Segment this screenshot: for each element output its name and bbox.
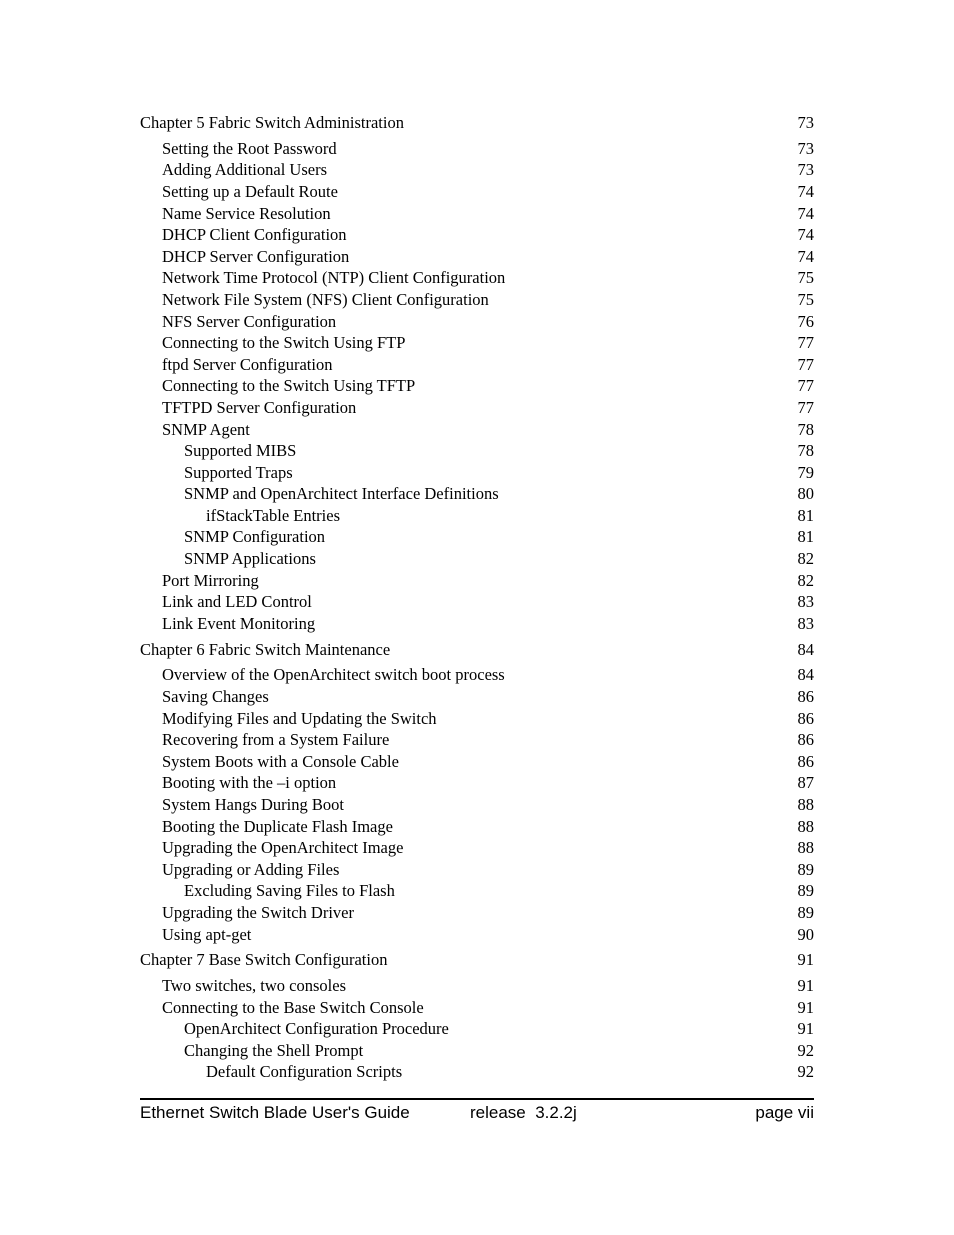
toc-entry-title: DHCP Client Configuration: [162, 225, 347, 245]
toc-entry[interactable]: [140, 203, 814, 225]
toc-page-number: 91: [797, 976, 814, 996]
toc-entry-title: Changing the Shell Prompt: [184, 1040, 364, 1060]
toc-entry[interactable]: [140, 181, 814, 203]
toc-page-number: 77: [797, 333, 814, 353]
toc-entry-title: SNMP Agent: [162, 419, 250, 439]
toc-entry[interactable]: [140, 751, 814, 773]
toc-entry-title: OpenArchitect Configuration Procedure: [184, 1019, 449, 1039]
toc-page-number: 81: [797, 505, 814, 525]
toc-page-number: 86: [797, 730, 814, 750]
toc-entry[interactable]: [140, 375, 814, 397]
toc-page-number: 87: [797, 773, 814, 793]
toc-entry-title: Chapter 5 Fabric Switch Administration: [140, 113, 404, 132]
toc-entry[interactable]: [140, 159, 814, 181]
toc-chapter-entry[interactable]: [140, 112, 814, 134]
toc-page-number: 92: [797, 1062, 814, 1082]
toc-page-number: 82: [797, 570, 814, 590]
toc-entry[interactable]: [140, 246, 814, 268]
toc-page-number: 75: [797, 268, 814, 288]
toc-page-number: 74: [797, 225, 814, 245]
toc-entry-title: Network File System (NFS) Client Configuration: [162, 289, 489, 309]
toc-chapter-entry[interactable]: [140, 639, 814, 661]
toc-entry-title: Name Service Resolution: [162, 203, 331, 223]
toc-entry-title: TFTPD Server Configuration: [162, 397, 357, 417]
toc-entry-title: ftpd Server Configuration: [162, 354, 333, 374]
toc-entry-title: Setting up a Default Route: [162, 181, 338, 201]
toc-page-number: 86: [797, 751, 814, 771]
toc-entry[interactable]: [140, 837, 814, 859]
toc-entry[interactable]: [140, 224, 814, 246]
toc-entry[interactable]: [140, 664, 814, 686]
toc-entry[interactable]: [140, 354, 814, 376]
toc-page-number: 83: [797, 592, 814, 612]
toc-entry-title: Connecting to the Base Switch Console: [162, 997, 424, 1017]
toc-page-number: 74: [797, 181, 814, 201]
toc-page-number: 78: [797, 441, 814, 461]
toc-entry-title: Upgrading or Adding Files: [162, 859, 340, 879]
toc-page-number: 76: [797, 311, 814, 331]
page-footer: [140, 1102, 814, 1124]
toc-entry-title: Default Configuration Scripts: [206, 1062, 403, 1082]
toc-page-number: 77: [797, 376, 814, 396]
toc-entry[interactable]: [140, 975, 814, 997]
toc-page-number: 82: [797, 549, 814, 569]
toc-entry[interactable]: [140, 138, 814, 160]
toc-entry-title: Recovering from a System Failure: [162, 730, 390, 750]
toc-entry[interactable]: [140, 505, 814, 527]
toc-entry-title: Saving Changes: [162, 687, 269, 706]
toc-entry[interactable]: [140, 772, 814, 794]
toc-page-number: 77: [797, 397, 814, 417]
toc-entry[interactable]: [140, 1018, 814, 1040]
toc-entry-title: Adding Additional Users: [162, 160, 327, 180]
toc-entry[interactable]: [140, 591, 814, 613]
toc-page-number: 92: [797, 1040, 814, 1060]
footer-release: release 3.2.2j: [470, 1103, 577, 1122]
toc-entry-title: NFS Server Configuration: [162, 311, 337, 331]
toc-entry[interactable]: [140, 902, 814, 924]
toc-entry[interactable]: [140, 859, 814, 881]
toc-entry[interactable]: [140, 1040, 814, 1062]
footer-page-number: page vii: [755, 1103, 814, 1122]
toc-entry-title: Two switches, two consoles: [162, 976, 346, 996]
toc-page-number: 74: [797, 246, 814, 266]
toc-page-number: 78: [797, 419, 814, 439]
toc-entry-title: Supported MIBS: [184, 441, 297, 461]
toc-entry[interactable]: [140, 729, 814, 751]
table-of-contents: [140, 112, 814, 1083]
toc-entry-title: Using apt-get: [162, 924, 252, 944]
toc-entry[interactable]: [140, 462, 814, 484]
toc-entry[interactable]: [140, 332, 814, 354]
toc-entry[interactable]: [140, 686, 814, 708]
toc-entry-title: Link and LED Control: [162, 592, 312, 612]
toc-entry[interactable]: [140, 613, 814, 635]
toc-entry-title: Upgrading the Switch Driver: [162, 902, 354, 922]
toc-entry-title: Connecting to the Switch Using TFTP: [162, 376, 416, 396]
toc-entry-title: Chapter 6 Fabric Switch Maintenance: [140, 639, 391, 659]
toc-page-number: 86: [797, 708, 814, 728]
toc-page-number: 91: [797, 1019, 814, 1039]
toc-entry-title: Modifying Files and Updating the Switch: [162, 708, 437, 728]
toc-entry-title: System Hangs During Boot: [162, 794, 344, 814]
toc-page-number: 91: [797, 950, 814, 970]
toc-entry[interactable]: [140, 526, 814, 548]
toc-entry[interactable]: [140, 311, 814, 333]
toc-page-number: 84: [797, 639, 814, 659]
toc-page-number: 74: [797, 203, 814, 223]
toc-page-number: 73: [797, 138, 814, 158]
toc-entry[interactable]: [140, 289, 814, 311]
toc-entry-title: SNMP Applications: [184, 549, 316, 569]
toc-page-number: 89: [797, 902, 814, 922]
footer-guide-title: Ethernet Switch Blade User's Guide: [140, 1103, 410, 1122]
toc-entry-title: Chapter 7 Base Switch Configuration: [140, 950, 388, 970]
toc-entry[interactable]: [140, 708, 814, 730]
toc-entry-title: Booting the Duplicate Flash Image: [162, 816, 393, 836]
toc-entry[interactable]: [140, 1061, 814, 1083]
toc-page-number: 88: [797, 794, 814, 814]
toc-page-number: 79: [797, 462, 814, 482]
toc-entry-title: Overview of the OpenArchitect switch boot process: [162, 665, 505, 685]
toc-entry-title: Supported Traps: [184, 462, 293, 482]
toc-entry-title: ifStackTable Entries: [206, 505, 341, 525]
toc-page-number: 89: [797, 859, 814, 879]
toc-entry-title: Connecting to the Switch Using FTP: [162, 333, 406, 353]
toc-entry-title: Setting the Root Password: [162, 138, 337, 158]
toc-page-number: 88: [797, 816, 814, 836]
toc-entry[interactable]: [140, 440, 814, 462]
toc-entry[interactable]: [140, 924, 814, 946]
toc-entry-title: SNMP Configuration: [184, 527, 326, 547]
toc-entry[interactable]: [140, 794, 814, 816]
toc-chapter-entry[interactable]: [140, 949, 814, 971]
toc-page-number: 80: [797, 484, 814, 504]
toc-entry[interactable]: [140, 483, 814, 505]
toc-entry-title: System Boots with a Console Cable: [162, 751, 399, 771]
toc-entry-title: DHCP Server Configuration: [162, 246, 350, 266]
toc-page-number: 90: [797, 924, 814, 944]
toc-entry[interactable]: [140, 997, 814, 1019]
toc-entry-title: Port Mirroring: [162, 570, 259, 590]
toc-page-number: 73: [797, 113, 814, 132]
toc-entry[interactable]: [140, 816, 814, 838]
toc-entry[interactable]: [140, 267, 814, 289]
toc-page-number: 73: [797, 160, 814, 180]
toc-page-number: 83: [797, 613, 814, 633]
toc-entry-title: SNMP and OpenArchitect Interface Definitions: [184, 484, 499, 504]
toc-page-number: 89: [797, 881, 814, 901]
toc-page-number: 88: [797, 838, 814, 858]
toc-entry-title: Excluding Saving Files to Flash: [184, 881, 395, 901]
toc-entry[interactable]: [140, 397, 814, 419]
toc-page-number: 81: [797, 527, 814, 547]
toc-entry[interactable]: [140, 880, 814, 902]
toc-entry[interactable]: [140, 570, 814, 592]
toc-entry-title: Upgrading the OpenArchitect Image: [162, 838, 404, 858]
toc-page-number: 77: [797, 354, 814, 374]
toc-page-number: 91: [797, 997, 814, 1017]
footer-divider: [140, 1098, 814, 1100]
toc-entry-title: Booting with the –i option: [162, 773, 337, 793]
toc-page-number: 84: [797, 665, 814, 685]
toc-entry-title: Network Time Protocol (NTP) Client Configuration: [162, 268, 506, 288]
toc-page-number: 75: [797, 289, 814, 309]
toc-entry[interactable]: [140, 419, 814, 441]
toc-entry[interactable]: [140, 548, 814, 570]
toc-entry-title: Link Event Monitoring: [162, 613, 316, 633]
toc-page-number: 86: [797, 687, 814, 706]
